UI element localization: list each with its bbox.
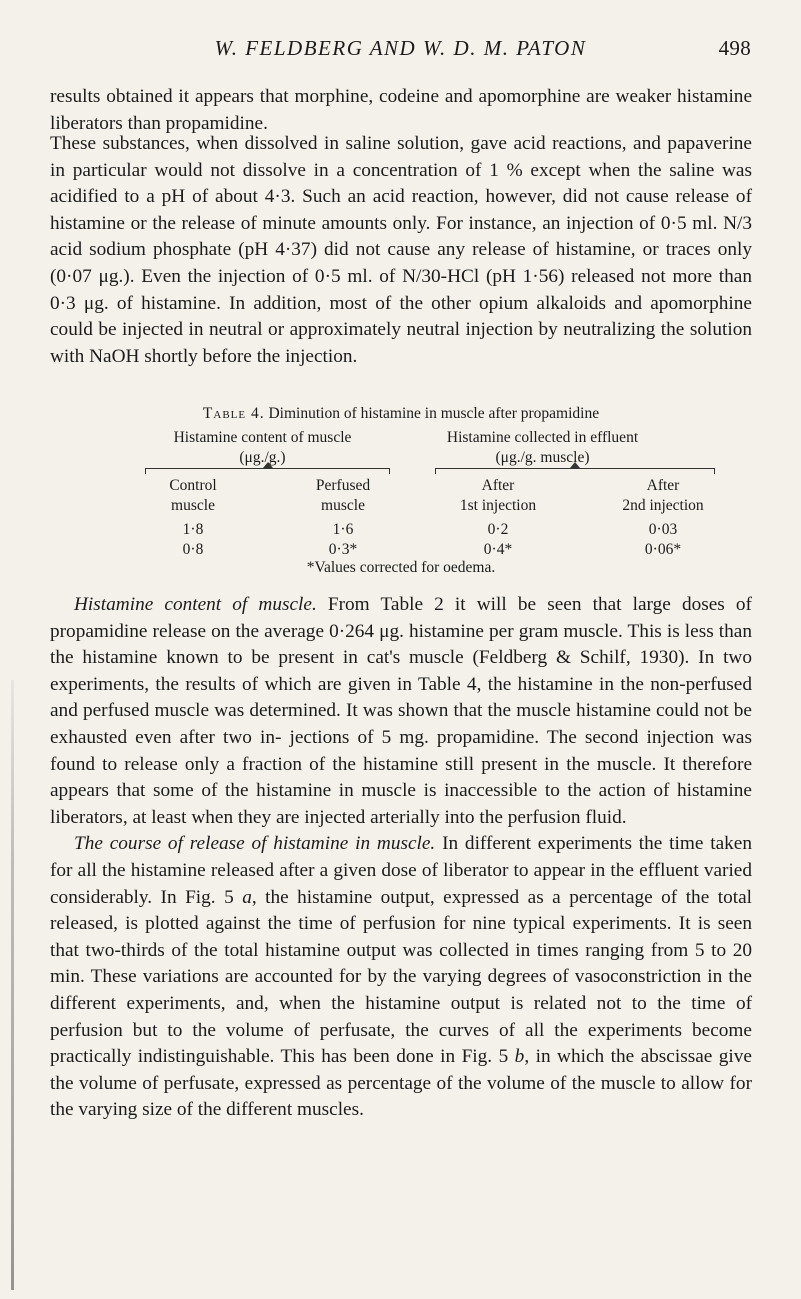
table-cell: 1·6 <box>332 521 354 538</box>
group-header-effluent <box>410 428 675 468</box>
col-header: After <box>481 477 515 494</box>
table-cell: 0·4* <box>483 541 513 558</box>
table-cell: 0·06* <box>644 541 682 558</box>
paragraph-3-text: From Table 2 it will be seen that large doses of propamidine release on the average 0·264 μg. histamine per gram muscle. This is less than the histamine known to be present in cat's muscle (Feldberg & Schilf, 1930). In two experiments, the results of which are given in Table 4, the histamine in the non-perfused and perfused muscle was determined. It was shown that the muscle histamine could not be exhausted even after two in- jections of 5 mg. propamidine. The second injection was found to release only a fraction of the histamine still present in the muscle. It therefore appears that some of the histamine in muscle is inaccessible to the action of histamine liberators, at least when they are injected arterially into the perfusion fluid. <box>50 594 752 828</box>
paragraph-4-text-c: , in which the abscissae give the volume of perfusate, expressed as percentage of the volume of the muscle to allow for the varying size of the different muscles. <box>50 1046 752 1121</box>
figure-ref-b: b <box>514 1046 525 1068</box>
table-cell: 0·03 <box>648 521 678 538</box>
column-after-1st <box>438 476 558 560</box>
table-cell: 0·8 <box>182 541 204 558</box>
table-4 <box>50 404 752 576</box>
table-caption-text: Diminution of histamine in muscle after propamidine <box>268 405 600 422</box>
col-subheader: 1st injection <box>459 497 537 514</box>
col-header: After <box>646 477 680 494</box>
group-2-title: Histamine collected in effluent <box>446 429 639 446</box>
binding-shadow <box>11 680 14 1290</box>
paragraph-4-text-a: In different experiments the time taken for all the histamine released after a given dose of liberator to appear in the effluent varied considerably. In Fig. 5 <box>50 833 752 908</box>
paragraph-2 <box>50 131 752 370</box>
paragraph-2-text: These substances, when dissolved in saline solution, gave acid reactions, and papaverine in particular would not dissolve in a concentration of 1 % except when the saline was acidified to a pH of about 4·3. Such an acid reaction, however, did not cause release of histamine or the release of minute amounts only. For instance, an injection of 0·5 ml. N/3 acid sodium phosphate (pH 4·37) did not cause any release of histamine, or traces only (0·07 μg.). Even the injection of 0·5 ml. of N/30-HCl (pH 1·56) released not more than 0·3 μg. of histamine. In addition, most of the other opium alkaloids and apomorphine could be injected in neutral or approximately neutral injection by neutralizing the solution with NaOH shortly before the injection. <box>50 133 752 367</box>
table-caption <box>50 404 752 424</box>
col-header: Control <box>169 477 217 494</box>
paragraph-3 <box>50 592 752 1124</box>
col-subheader: 2nd injection <box>622 497 704 514</box>
page-number: 498 <box>718 36 751 60</box>
column-control <box>138 476 248 560</box>
col-subheader: muscle <box>171 497 215 514</box>
paragraph-1: results obtained it appears that morphine, codeine and apomorphine are weaker histamine liberators than propamidine. <box>50 86 752 134</box>
table-label: Table 4. <box>202 405 265 422</box>
col-subheader: muscle <box>321 497 365 514</box>
col-header: Perfused <box>315 477 371 494</box>
section-heading-histamine-content: Histamine content of muscle. <box>74 594 317 615</box>
section-heading-course-of-release: The course of release of histamine in muscle. <box>74 833 436 855</box>
table-footnote: *Values corrected for oedema. <box>306 559 496 576</box>
column-after-2nd <box>598 476 728 560</box>
running-title: W. FELDBERG AND W. D. M. PATON <box>214 36 587 60</box>
group-1-unit: (μg./g.) <box>239 449 286 466</box>
group-1-title: Histamine content of muscle <box>173 429 352 446</box>
table-cell: 0·3* <box>328 541 358 558</box>
column-perfused <box>288 476 398 560</box>
group-2-unit: (μg./g. muscle) <box>495 449 590 466</box>
figure-ref-a: a <box>242 886 252 908</box>
paragraph-4-text-b: , the histamine output, expressed as a percentage of the total released, is plotted against the time of perfusion for nine typical experiments. It is seen that two-thirds of the total histamine output was collected in times ranging from 5 to 20 min. These variations are accounted for by the varying degrees of vasoconstriction in the different experiments, and, when the histamine output is related not to the time of perfusion but to the volume of perfusate, the curves of all the experiments become practically indistinguishable. This has been done in Fig. 5 <box>50 886 752 1068</box>
table-cell: 1·8 <box>182 521 204 538</box>
table-cell: 0·2 <box>487 521 509 538</box>
